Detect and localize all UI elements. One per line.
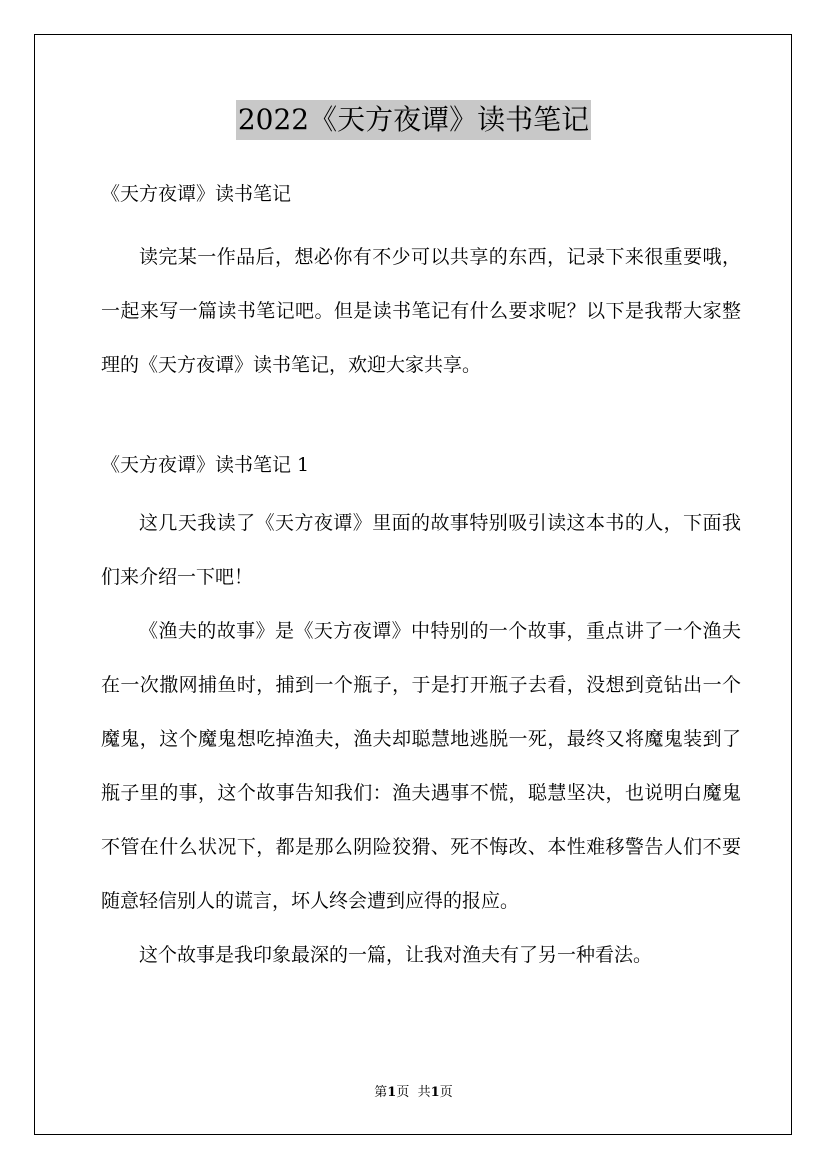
- footer-page-number: 1: [387, 1085, 397, 1100]
- page-title: 2022《天方夜谭》读书笔记: [236, 100, 591, 140]
- intro-paragraph: 读完某一作品后，想必你有不少可以共享的东西，记录下来很重要哦，一起来写一篇读书笔记吧。但是读书笔记有什么要求呢？以下是我帮大家整理的《天方夜谭》读书笔记，欢迎大家共享。: [101, 246, 741, 376]
- section-heading: 《天方夜谭》读书笔记 1: [101, 454, 310, 476]
- footer-total-number: 1: [430, 1085, 440, 1100]
- footer-page-prefix: 第: [374, 1085, 388, 1100]
- body-paragraph: 这个故事是我印象最深的一篇，让我对渔夫有了另一种看法。: [139, 944, 653, 966]
- body-paragraph: 《渔夫的故事》是《天方夜谭》中特别的一个故事，重点讲了一个渔夫在一次撒网捕鱼时，捕到一个瓶子，于是打开瓶子去看，没想到竟钻出一个魔鬼，这个魔鬼想吃掉渔夫，渔夫却聪慧地逃脱一死，最终又将魔鬼装到了瓶子里的事，这个故事告知我们：渔夫遇事不慌，聪慧坚决，也说明白魔鬼不管在什么状况下，都是那么阴险狡猾、死不悔改、本性难移警告人们不要随意轻信别人的谎言，坏人终会遭到应得的报应。: [101, 620, 741, 912]
- footer-total-unit: 页: [439, 1085, 453, 1100]
- page-footer: [0, 1084, 827, 1102]
- document-heading: 《天方夜谭》读书笔记: [101, 183, 292, 205]
- footer-total-prefix: 共: [417, 1085, 431, 1100]
- document-body: [101, 175, 741, 982]
- footer-page-unit: 页: [396, 1085, 410, 1100]
- body-paragraph: 这几天我读了《天方夜谭》里面的故事特别吸引读这本书的人，下面我们来介绍一下吧！: [101, 512, 741, 588]
- title-container: [0, 100, 827, 140]
